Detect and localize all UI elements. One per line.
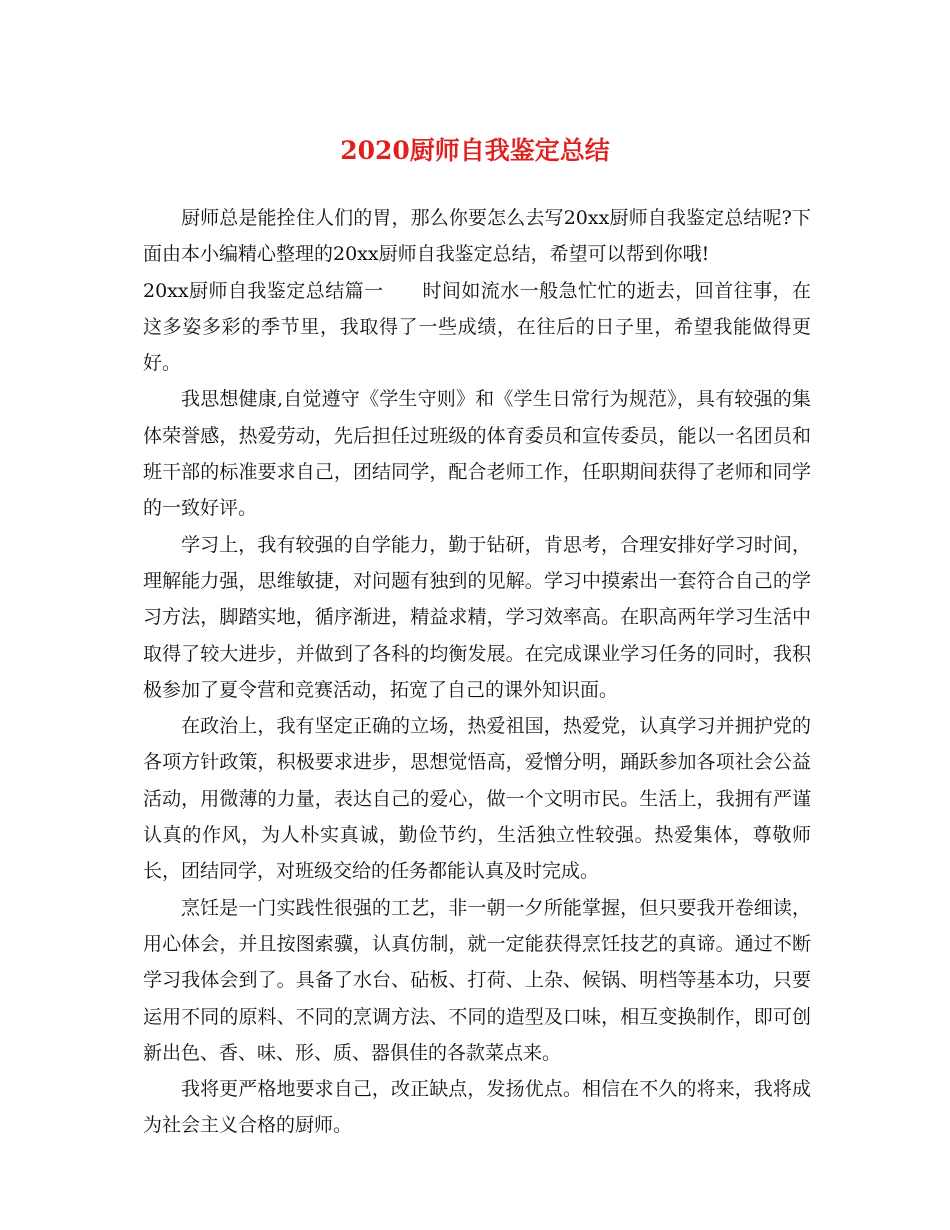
- section-one-paragraph: 20xx厨师自我鉴定总结篇一 时间如流水一般急忙忙的逝去，回首往事，在这多姿多彩的季节里，我取得了一些成绩，在往后的日子里，希望我能做得更好。: [143, 279, 811, 375]
- intro-paragraph: 厨师总是能拴住人们的胃，那么你要怎么去写20xx厨师自我鉴定总结呢?下面由本小编精心整理的20xx厨师自我鉴定总结，希望可以帮到你哦!: [143, 207, 811, 266]
- politics-paragraph: 在政治上，我有坚定正确的立场，热爱祖国，热爱党，认真学习并拥护党的各项方针政策，积极要求进步，思想觉悟高，爱憎分明，踊跃参加各项社会公益活动，用微薄的力量，表达自己的爱心，做一个文明市民。生活上，我拥有严谨认真的作风，为人朴实真诚，勤俭节约，生活独立性较强。热爱集体，尊敬师长，团结同学，对班级交给的任务都能认真及时完成。: [143, 715, 811, 883]
- cooking-paragraph: 烹饪是一门实践性很强的工艺，非一朝一夕所能掌握，但只要我开卷细读，用心体会，并且按图索骥，认真仿制，就一定能获得烹饪技艺的真谛。通过不断学习我体会到了。具备了水台、砧板、打荷、上杂、候锅、明档等基本功，只要运用不同的原料、不同的烹调方法、不同的造型及口味，相互变换制作，即可创新出色、香、味、形、质、器俱佳的各款菜点来。: [143, 896, 811, 1064]
- document-title: 2020厨师自我鉴定总结: [340, 136, 610, 165]
- ideology-paragraph: 我思想健康,自觉遵守《学生守则》和《学生日常行为规范》，具有较强的集体荣誉感，热爱劳动，先后担任过班级的体育委员和宣传委员，能以一名团员和班干部的标准要求自己，团结同学，配合老师工作，任职期间获得了老师和同学的一致好评。: [143, 388, 811, 520]
- document-body: [143, 200, 811, 1144]
- conclusion-paragraph: 我将更严格地要求自己，改正缺点，发扬优点。相信在不久的将来，我将成为社会主义合格的厨师。: [143, 1078, 811, 1137]
- study-paragraph: 学习上，我有较强的自学能力，勤于钻研，肯思考，合理安排好学习时间，理解能力强，思维敏捷，对问题有独到的见解。学习中摸索出一套符合自己的学习方法，脚踏实地，循序渐进，精益求精，学习效率高。在职高两年学习生活中取得了较大进步，并做到了各科的均衡发展。在完成课业学习任务的同时，我积极参加了夏令营和竞赛活动，拓宽了自己的课外知识面。: [143, 533, 811, 701]
